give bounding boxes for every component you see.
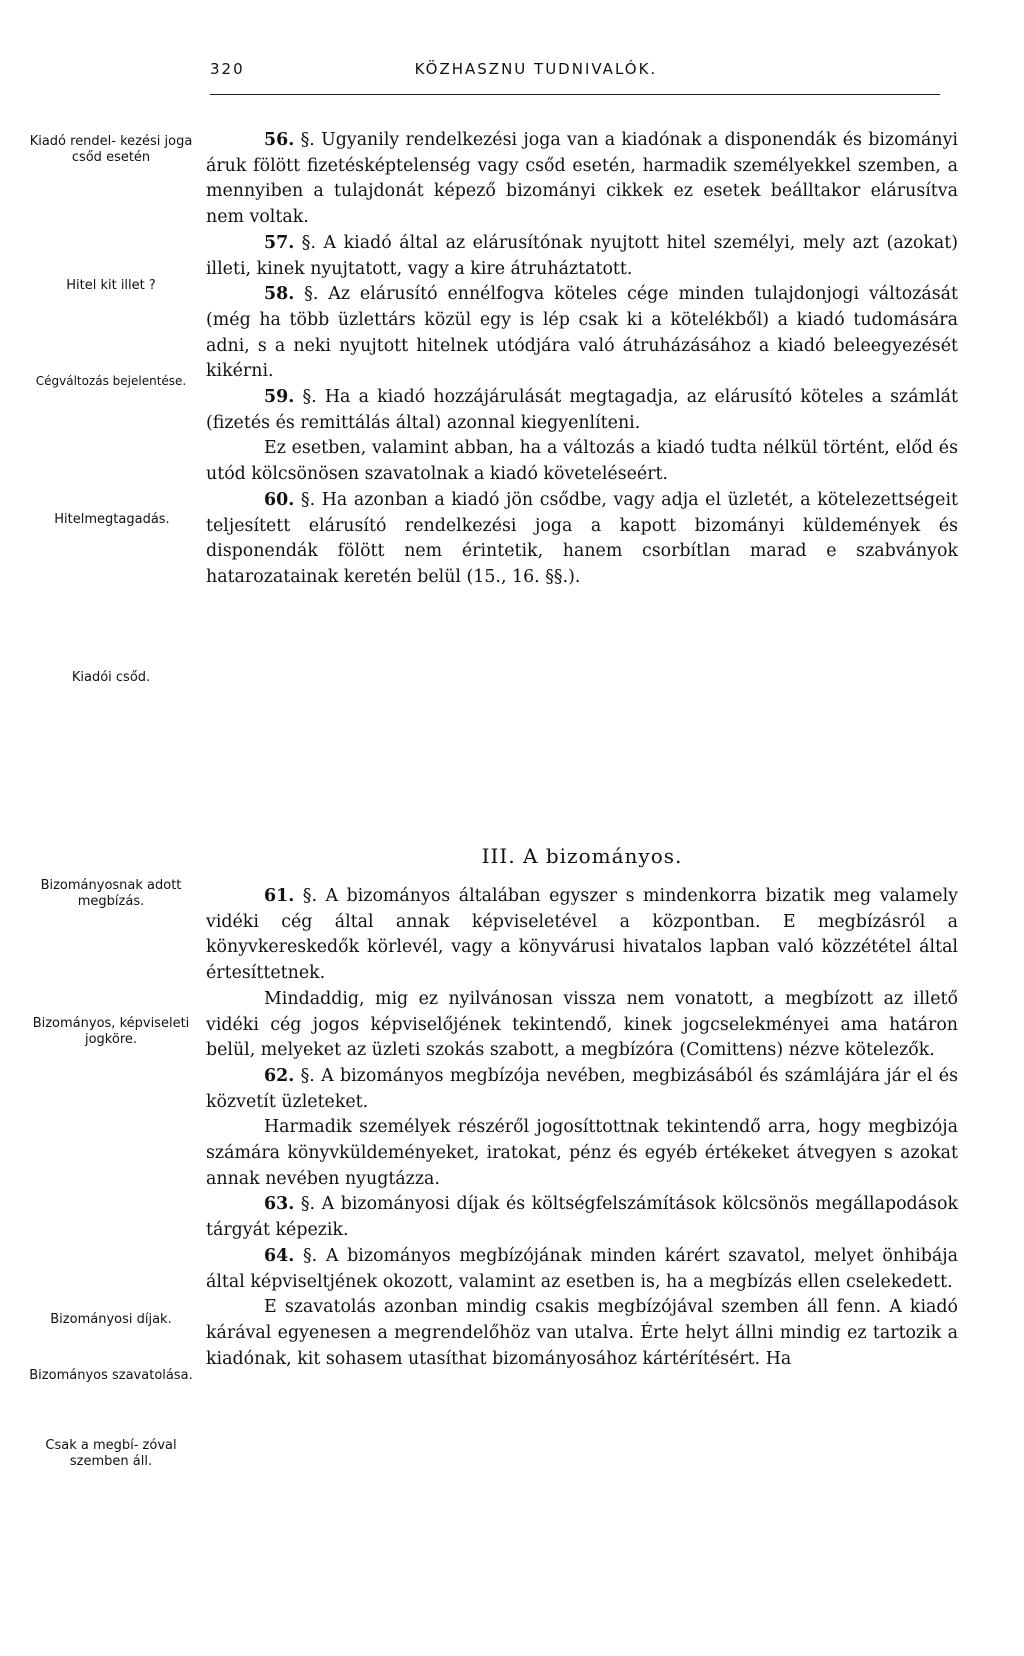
section-number: 56. (264, 130, 295, 150)
header-rule (210, 94, 940, 95)
paragraph: 63. §. A bizományosi díjak és költségfelszámítások kölcsönös megállapodások tárgyát képezik. (206, 1194, 958, 1241)
paragraph: Mindaddig, mig ez nyilvánosan vissza nem vonatott, a megbízott az illető vidéki cég jogos képviselőjének tekintendő, kinek jogcselekményei ama határon belül, melyeket az üzleti szokás szabott, a megbízóra (Comittens) nézve kötelezők. (206, 988, 958, 1061)
section-heading: III. A bizományos. (481, 844, 683, 868)
margin-note: Bizományosi díjak. (50, 1312, 172, 1327)
paragraph: Harmadik személyek részéről jogosíttottnak tekintendő arra, hogy megbizója számára könyvküldeményeket, iratokat, pénz és egyéb értékeket átvegyen s azokat annak nevében nyugtázza. (206, 1117, 958, 1189)
running-title: KÖZHASZNU TUDNIVALÓK. (414, 60, 658, 78)
main-text-upper (206, 128, 958, 591)
section-number: 63. (264, 1194, 295, 1215)
paragraph: 58. §. Az elárusító ennélfogva köteles cége minden tulajdonjogi változását (még ha több üzlettárs közül egy is lép csak ki a kötelékből) a kiadó tudomására adni, s a neki nyujtott hitelnek utódjára való átruházásához a kiadó beleegyezését kikérni. (206, 284, 959, 382)
paragraph: 57. §. A kiadó által az elárusítónak nyujtott hitel személyi, mely azt (azokat) illeti, kinek nyujtatott, vagy a kire átruháztatott. (206, 232, 958, 279)
section-number: 61. (264, 886, 295, 906)
margin-note: Hitel kit illet ? (66, 278, 156, 293)
margin-note: Bizományos, képviseleti jogköre. (32, 1016, 190, 1047)
section-number: 57. (264, 232, 295, 253)
margin-note: Cégváltozás bejelentése. (35, 374, 187, 388)
paragraph: 60. §. Ha azonban a kiadó jön csődbe, vagy adja el üzletét, a kötelezettségeit teljesített elárusító rendelkezési joga a kapott bizományi küldemények és disponendák fölött nem érintetik, hanem csorbítlan marad e szabványok hatarozatainak keretén belül (15., 16. §§.). (206, 489, 959, 587)
paragraph: E szavatolás azonban mindig csakis megbízójával szemben áll fenn. A kiadó kárával egyenesen a megrendelőhöz van utalva. Érte helyt állni mindig ez tartozik a kiadónak, kit sohasem utasíthat bizományosához kártérítésért. Ha (206, 1297, 958, 1369)
section-number: 60. (264, 489, 295, 510)
page-number: 320 (210, 60, 245, 78)
margin-note: Hitelmegtagadás. (54, 512, 170, 527)
margin-note: Csak a megbí- zóval szemben áll. (45, 1438, 177, 1469)
paragraph: 62. §. A bizományos megbízója nevében, megbizásából és számlájára jár el és közvetít üzleteket. (206, 1065, 958, 1112)
section-number: 62. (264, 1065, 295, 1086)
paragraph: 59. §. Ha a kiadó hozzájárulását megtagadja, az elárusító köteles a számlát (fizetés és remittálás által) azonnal kiegyenlíteni. (206, 387, 958, 433)
margin-note: Kiadó rendel- kezési joga csőd esetén (29, 134, 193, 165)
margin-note: Bizományosnak adott megbízás. (40, 878, 182, 909)
paragraph: Ez esetben, valamint abban, ha a változás a kiadó tudta nélkül történt, előd és utód kölcsönösen szavatolnak a kiadó követeléseért. (206, 438, 958, 485)
paragraph: 61. §. A bizományos általában egyszer s mindenkorra bizatik meg valamely vidéki cég által annak képviseletével a központban. E megbízásról a könyvkereskedők körlevél, vagy a könyvárusi hivatalos lapban való közzététel által értesíttetnek. (206, 886, 958, 984)
margin-note: Bizományos szavatolása. (29, 1368, 193, 1383)
section-number: 64. (264, 1245, 295, 1266)
main-text-lower (206, 884, 958, 1372)
margin-note: Kiadói csőd. (71, 670, 151, 685)
paragraph: 64. §. A bizományos megbízójának minden kárért szavatol, melyet önhibája által képviseltjének okozott, valamint az esetben is, ha a megbízás ellen cselekedett. (206, 1245, 959, 1292)
section-number: 59. (264, 387, 295, 408)
paragraph: 56. §. Ugyanily rendelkezési joga van a kiadónak a disponendák és bizományi áruk fölött fizetésképtelenség vagy csőd esetén, harmadik személyekkel szemben, a mennyiben a tulajdonát képező bizományi cikkek ez esetek beálltakor elárusítva nem voltak. (206, 130, 958, 228)
section-number: 58. (264, 284, 295, 305)
running-header (210, 60, 940, 78)
